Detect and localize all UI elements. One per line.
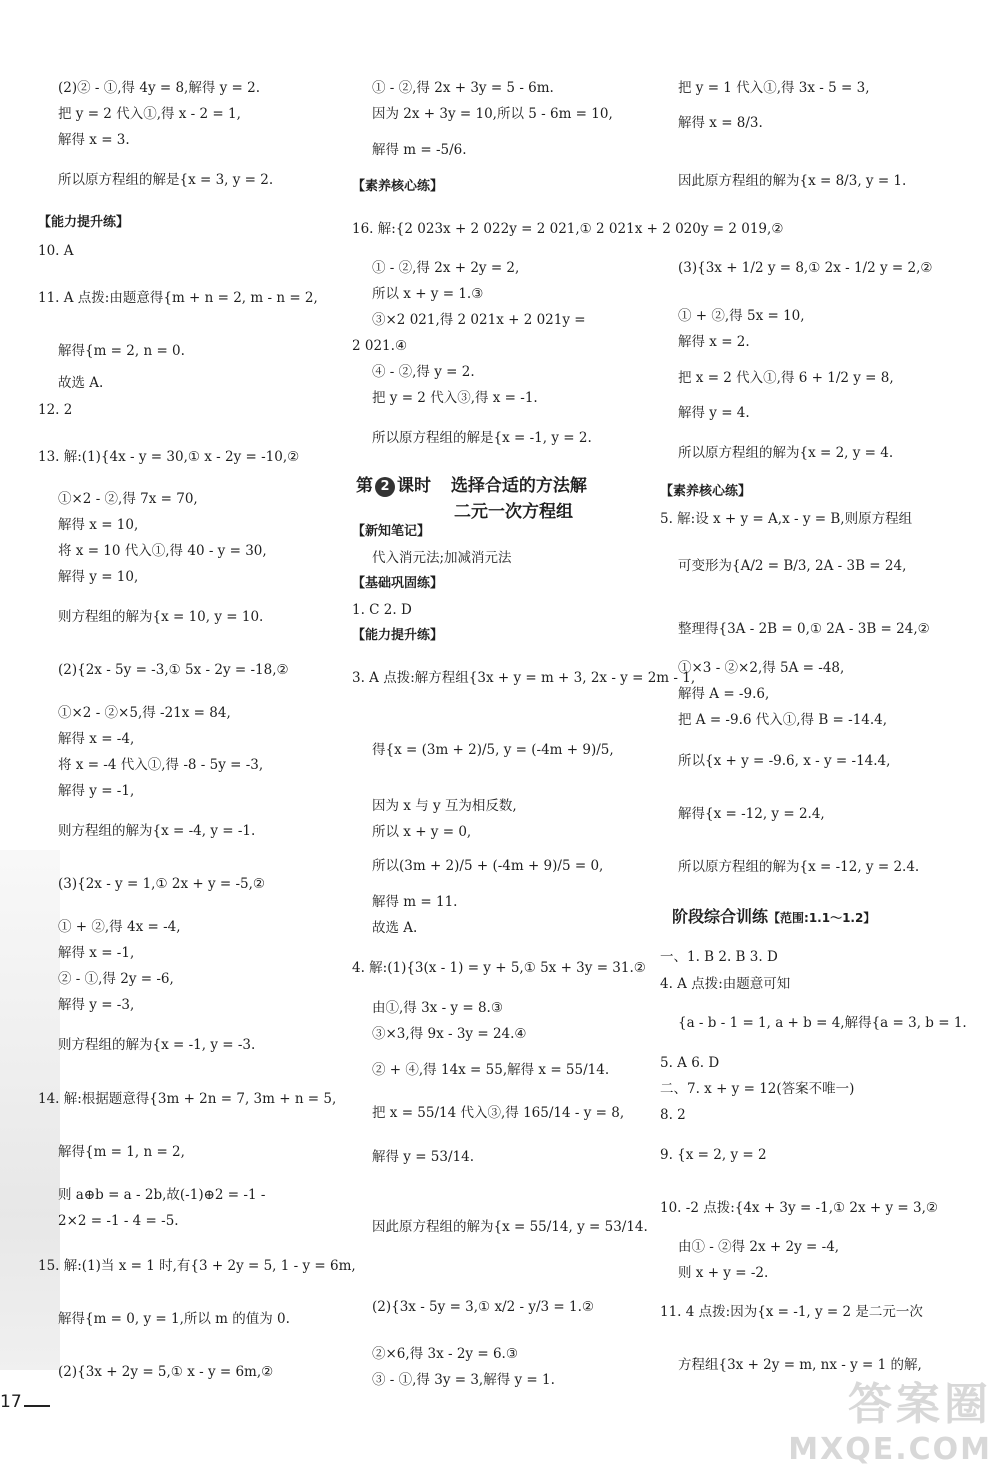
text-line: 9. {x = 2, y = 2 [660, 1147, 767, 1163]
text-line: 14. 解:根据题意得{3m + 2n = 7, 3m + n = 5, [38, 1091, 337, 1107]
text-line: ① + ②,得 4x = -4, [58, 919, 181, 935]
text-line: 11. A 点拨:由题意得{m + n = 2, m - n = 2, [38, 290, 318, 306]
text-line: 二、7. x + y = 12(答案不唯一) [660, 1081, 855, 1097]
text-line: 所以{x + y = -9.6, x - y = -14.4, [678, 753, 891, 769]
watermark-url: MXQE.COM [788, 1432, 992, 1467]
text-line: 10. -2 点拨:{4x + 3y = -1,① 2x + y = 3,② [660, 1200, 938, 1216]
section-heading: 【能力提升练】 [352, 628, 444, 643]
text-line: 解得 m = -5/6. [372, 142, 467, 158]
text-line: 解得{m = 2, n = 0. [58, 343, 185, 359]
text-line: 2×2 = -1 - 4 = -5. [58, 1213, 179, 1229]
text-line: 11. 4 点拨:因为{x = -1, y = 2 是二元一次 [660, 1304, 923, 1320]
text-line: 解得 m = 11. [372, 894, 458, 910]
text-line: 可变形为{A/2 = B/3, 2A - 3B = 24, [678, 558, 907, 574]
text-line: {a - b - 1 = 1, a + b = 4,解得{a = 3, b = 1. [678, 1015, 967, 1031]
text-line: 一、1. B 2. B 3. D [660, 949, 778, 965]
text-line: 因为 x 与 y 互为相反数, [372, 798, 517, 814]
text-line: 因为 2x + 3y = 10,所以 5 - 6m = 10, [372, 106, 613, 122]
text-line: 方程组{3x + 2y = m, nx - y = 1 的解, [678, 1357, 922, 1373]
text-line: 所以 x + y = 0, [372, 824, 472, 840]
stage-heading [672, 904, 875, 927]
text-line: 因此原方程组的解为{x = 55/14, y = 53/14. [372, 1219, 648, 1235]
text-line: 把 x = 2 代入①,得 6 + 1/2 y = 8, [678, 370, 894, 386]
text-line: ①×2 - ②×5,得 -21x = 84, [58, 705, 231, 721]
page-number: 17 [0, 1392, 22, 1412]
section-heading: 【新知笔记】 [352, 524, 431, 539]
text-line: 解得 y = -3, [58, 997, 135, 1013]
text-line: 所以原方程组的解是{x = 3, y = 2. [58, 172, 274, 188]
text-line: (2){3x + 2y = 5,① x - y = 6m,② [58, 1364, 274, 1380]
text-line: 解得 x = 3. [58, 132, 130, 148]
text-line: 解得 x = 8/3. [678, 115, 763, 131]
text-line: 解得 x = 10, [58, 517, 139, 533]
text-line: 4. 解:(1){3(x - 1) = y + 5,① 5x + 3y = 31.② [352, 960, 646, 976]
text-line: 把 y = 1 代入①,得 3x - 5 = 3, [678, 80, 870, 96]
text-line: 解得 y = -1, [58, 783, 135, 799]
text-line: 解得 x = 2. [678, 334, 750, 350]
text-line: 所以原方程组的解为{x = -12, y = 2.4. [678, 859, 920, 875]
text-line: 解得 y = 4. [678, 405, 750, 421]
text-line: ③×3,得 9x - 3y = 24.④ [372, 1026, 527, 1042]
watermark-logo-text: 答案圈 [848, 1379, 992, 1430]
text-line: 所以(3m + 2)/5 + (-4m + 9)/5 = 0, [372, 858, 604, 874]
lesson-number-badge: 2 [375, 477, 395, 497]
left-margin-decoration [0, 850, 60, 1370]
text-line: 3. A 点拨:解方程组{3x + y = m + 3, 2x - y = 2m - 1, [352, 670, 696, 686]
text-line: 15. 解:(1)当 x = 1 时,有{3 + 2y = 5, 1 - y = 6m, [38, 1258, 356, 1274]
text-line: 因此原方程组的解为{x = 8/3, y = 1. [678, 173, 907, 189]
text-line: 解得 x = -1, [58, 945, 135, 961]
text-line: 解得{m = 1, n = 2, [58, 1144, 185, 1160]
section-heading: 【素养核心练】 [660, 484, 752, 499]
text-line: ①×2 - ②,得 7x = 70, [58, 491, 198, 507]
text-line: 则方程组的解为{x = 10, y = 10. [58, 609, 264, 625]
text-line: (2){3x - 5y = 3,① x/2 - y/3 = 1.② [372, 1299, 594, 1315]
section-heading: 【素养核心练】 [352, 179, 444, 194]
text-line: 解得{m = 0, y = 1,所以 m 的值为 0. [58, 1311, 290, 1327]
lesson-heading [356, 471, 587, 497]
lesson-suffix: 课时 [397, 476, 431, 496]
text-line: (2){2x - 5y = -3,① 5x - 2y = -18,② [58, 662, 289, 678]
lesson-title-1: 选择合适的方法解 [450, 476, 587, 496]
text-line: (2)② - ①,得 4y = 8,解得 y = 2. [58, 80, 261, 96]
text-line: (3){2x - y = 1,① 2x + y = -5,② [58, 876, 266, 892]
lesson-title-2: 二元一次方程组 [454, 502, 573, 522]
text-line: 故选 A. [372, 920, 418, 936]
text-line: 所以 x + y = 1.③ [372, 286, 484, 302]
text-line: 12. 2 [38, 402, 73, 418]
watermark [788, 1368, 992, 1467]
text-line: ③×2 021,得 2 021x + 2 021y = [372, 312, 586, 328]
text-line: 得{x = (3m + 2)/5, y = (-4m + 9)/5, [372, 742, 614, 758]
text-line: ② - ①,得 2y = -6, [58, 971, 174, 987]
text-line: 把 A = -9.6 代入①,得 B = -14.4, [678, 712, 888, 728]
text-line: 则方程组的解为{x = -4, y = -1. [58, 823, 256, 839]
text-line: ③ - ①,得 3y = 3,解得 y = 1. [372, 1372, 555, 1388]
text-line: 整理得{3A - 2B = 0,① 2A - 3B = 24,② [678, 621, 930, 637]
text-line: 解得{x = -12, y = 2.4, [678, 806, 825, 822]
text-line: 把 y = 2 代入③,得 x = -1. [372, 390, 538, 406]
page-number-dash [24, 1405, 50, 1407]
text-line: ①×3 - ②×2,得 5A = -48, [678, 660, 845, 676]
text-line: ① + ②,得 5x = 10, [678, 308, 805, 324]
text-line: 2 021.④ [352, 338, 408, 354]
text-line: 10. A [38, 243, 74, 259]
text-line: 解得 A = -9.6, [678, 686, 770, 702]
text-line: 1. C 2. D [352, 602, 412, 618]
text-line: ②×6,得 3x - 2y = 6.③ [372, 1346, 518, 1362]
stage-title: 阶段综合训练 [672, 907, 769, 926]
text-line: 把 y = 2 代入①,得 x - 2 = 1, [58, 106, 241, 122]
text-line: 由① - ②得 2x + 2y = -4, [678, 1239, 840, 1255]
text-line: 13. 解:(1){4x - y = 30,① x - 2y = -10,② [38, 449, 300, 465]
text-line: 解得 y = 53/14. [372, 1149, 475, 1165]
text-line: 解得 y = 10, [58, 569, 139, 585]
text-line: 将 x = -4 代入①,得 -8 - 5y = -3, [58, 757, 264, 773]
stage-range: 【范围:1.1～1.2】 [768, 911, 876, 925]
text-line: 16. 解:{2 023x + 2 022y = 2 021,① 2 021x + 2 020y = 2 019,② [352, 221, 784, 237]
text-line: 则方程组的解为{x = -1, y = -3. [58, 1037, 256, 1053]
text-line: 5. A 6. D [660, 1055, 720, 1071]
text-line: 所以原方程组的解是{x = -1, y = 2. [372, 430, 592, 446]
text-line: 5. 解:设 x + y = A,x - y = B,则原方程组 [660, 511, 913, 527]
lesson-prefix: 第 [356, 476, 373, 496]
text-line: ② + ④,得 14x = 55,解得 x = 55/14. [372, 1062, 610, 1078]
section-heading: 【能力提升练】 [38, 215, 130, 230]
text-line: 解得 x = -4, [58, 731, 135, 747]
text-line: 由①,得 3x - y = 8.③ [372, 1000, 503, 1016]
text-line: 则 a⊕b = a - 2b,故(-1)⊕2 = -1 - [58, 1187, 266, 1203]
text-line: 4. A 点拨:由题意可知 [660, 976, 791, 992]
text-line: 8. 2 [660, 1107, 686, 1123]
text-line: 故选 A. [58, 375, 104, 391]
text-line: (3){3x + 1/2 y = 8,① 2x - 1/2 y = 2,② [678, 260, 933, 276]
text-line: 把 x = 55/14 代入③,得 165/14 - y = 8, [372, 1105, 625, 1121]
text-line: 所以原方程组的解为{x = 2, y = 4. [678, 445, 894, 461]
text-line: ④ - ②,得 y = 2. [372, 364, 475, 380]
text-line: ① - ②,得 2x + 3y = 5 - 6m. [372, 80, 554, 96]
text-line: 代入消元法;加减消元法 [372, 550, 512, 566]
text-line: 则 x + y = -2. [678, 1265, 769, 1281]
text-line: 将 x = 10 代入①,得 40 - y = 30, [58, 543, 267, 559]
text-line: ① - ②,得 2x + 2y = 2, [372, 260, 520, 276]
section-heading: 【基础巩固练】 [352, 576, 444, 591]
